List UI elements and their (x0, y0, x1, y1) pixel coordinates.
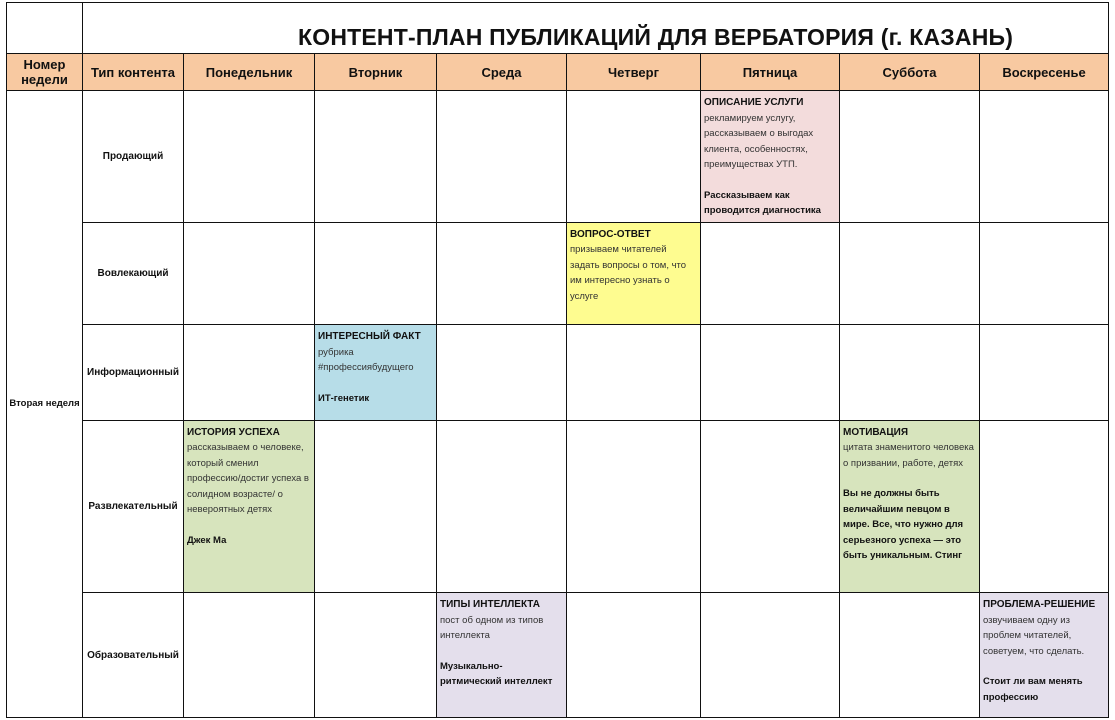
cell-tue-entertaining[interactable] (315, 420, 437, 593)
post-description: цитата знаменитого человека о призвании, работе, детях (843, 442, 974, 469)
post-card-intellect (437, 593, 566, 692)
post-description: озвучиваем одну из проблем читателей, советуем, что сделать. (983, 614, 1085, 657)
post-title: ИСТОРИЯ УСПЕХА (187, 426, 280, 438)
cell-sat-entertaining[interactable] (840, 420, 980, 593)
content-plan-table (6, 2, 1109, 718)
cell-mon-informational[interactable] (184, 325, 315, 420)
cell-thu-engaging[interactable] (567, 222, 701, 324)
post-topic: Рассказываем как проводится диагностика (704, 189, 821, 217)
header-week-number[interactable]: Номер недели (7, 54, 83, 91)
post-description: рассказываем о человеке, который сменил профессию/достиг успеха в солидном возрасте/ о невероятных детях (187, 442, 309, 516)
cell-mon-entertaining[interactable] (184, 420, 315, 593)
title-row (7, 3, 1109, 54)
post-title: МОТИВАЦИЯ (843, 426, 909, 438)
cell-fri-entertaining[interactable] (701, 420, 840, 593)
cell-tue-informational[interactable] (315, 325, 437, 420)
content-type-engaging[interactable]: Вовлекающий (83, 222, 184, 324)
title-cell[interactable] (83, 3, 1109, 54)
cell-tue-educational[interactable] (315, 593, 437, 718)
cell-thu-educational[interactable] (567, 593, 701, 718)
cell-sun-informational[interactable] (980, 325, 1109, 420)
table-row (7, 91, 1109, 223)
cell-tue-selling[interactable] (315, 91, 437, 223)
post-description: призываем читателей задать вопросы о том, что им интересно узнать о услуге (570, 244, 687, 302)
cell-tue-engaging[interactable] (315, 222, 437, 324)
cell-sun-educational[interactable] (980, 593, 1109, 718)
page-title: КОНТЕНТ-ПЛАН ПУБЛИКАЦИЙ ДЛЯ ВЕРБАТОРИЯ (г. КАЗАНЬ) (298, 24, 1014, 51)
header-content-type[interactable]: Тип контента (83, 54, 184, 91)
cell-sun-entertaining[interactable] (980, 420, 1109, 593)
post-description: рубрика #профессиябудущего (318, 346, 414, 374)
post-title: ВОПРОС-ОТВЕТ (570, 228, 651, 240)
post-title: ИНТЕРЕСНЫЙ ФАКТ (318, 331, 421, 343)
post-description: пост об одном из типов интеллекта (440, 614, 544, 642)
content-type-educational[interactable]: Образовательный (83, 593, 184, 718)
cell-sun-selling[interactable] (980, 91, 1109, 223)
cell-sat-engaging[interactable] (840, 222, 980, 324)
table-row (7, 222, 1109, 324)
header-saturday[interactable]: Суббота (840, 54, 980, 91)
post-title: ТИПЫ ИНТЕЛЛЕКТА (440, 599, 540, 611)
post-topic: Вы не должны быть величайшим певцом в мире. Все, что нужно для серьезного успеха — это быть уникальным. Стинг (843, 488, 964, 562)
cell-sat-educational[interactable] (840, 593, 980, 718)
cell-mon-educational[interactable] (184, 593, 315, 718)
post-description: рекламируем услугу, рассказываем о выгодах клиента, особенностях, преимуществах УТП. (704, 112, 814, 171)
cell-wed-educational[interactable] (437, 593, 567, 718)
week-label: Вторая неделя (9, 398, 80, 410)
post-title: ОПИСАНИЕ УСЛУГИ (704, 97, 804, 109)
header-row (7, 54, 1109, 91)
header-wednesday[interactable]: Среда (437, 54, 567, 91)
header-thursday[interactable]: Четверг (567, 54, 701, 91)
post-card-fact (315, 325, 436, 408)
post-card-problem (980, 593, 1108, 707)
post-title: ПРОБЛЕМА-РЕШЕНИЕ (983, 599, 1096, 611)
table-row (7, 420, 1109, 593)
cell-fri-selling[interactable] (701, 91, 840, 223)
post-topic: Джек Ма (187, 534, 227, 546)
post-card-story (184, 421, 314, 551)
cell-fri-engaging[interactable] (701, 222, 840, 324)
header-sunday[interactable]: Воскресенье (980, 54, 1109, 91)
content-type-selling[interactable]: Продающий (83, 91, 184, 223)
table-row (7, 593, 1109, 718)
cell-mon-engaging[interactable] (184, 222, 315, 324)
cell-wed-informational[interactable] (437, 325, 567, 420)
corner-cell[interactable] (7, 3, 83, 54)
post-topic: ИТ-генетик (318, 392, 370, 404)
table-row (7, 325, 1109, 420)
cell-sun-engaging[interactable] (980, 222, 1109, 324)
cell-thu-informational[interactable] (567, 325, 701, 420)
post-topic: Стоит ли вам менять профессию (983, 676, 1083, 703)
content-type-informational[interactable]: Информационный (83, 325, 184, 420)
week-label-cell[interactable] (7, 91, 83, 718)
cell-thu-selling[interactable] (567, 91, 701, 223)
post-card-service (701, 91, 839, 221)
cell-fri-informational[interactable] (701, 325, 840, 420)
header-tuesday[interactable]: Вторник (315, 54, 437, 91)
cell-wed-entertaining[interactable] (437, 420, 567, 593)
cell-thu-entertaining[interactable] (567, 420, 701, 593)
cell-wed-engaging[interactable] (437, 222, 567, 324)
header-monday[interactable]: Понедельник (184, 54, 315, 91)
post-card-qa (567, 223, 700, 307)
cell-wed-selling[interactable] (437, 91, 567, 223)
cell-fri-educational[interactable] (701, 593, 840, 718)
cell-mon-selling[interactable] (184, 91, 315, 223)
post-topic: Музыкально-ритмический интеллект (440, 660, 553, 688)
content-type-entertaining[interactable]: Развлекательный (83, 420, 184, 593)
cell-sat-informational[interactable] (840, 325, 980, 420)
cell-sat-selling[interactable] (840, 91, 980, 223)
post-card-motivation (840, 421, 979, 566)
header-friday[interactable]: Пятница (701, 54, 840, 91)
